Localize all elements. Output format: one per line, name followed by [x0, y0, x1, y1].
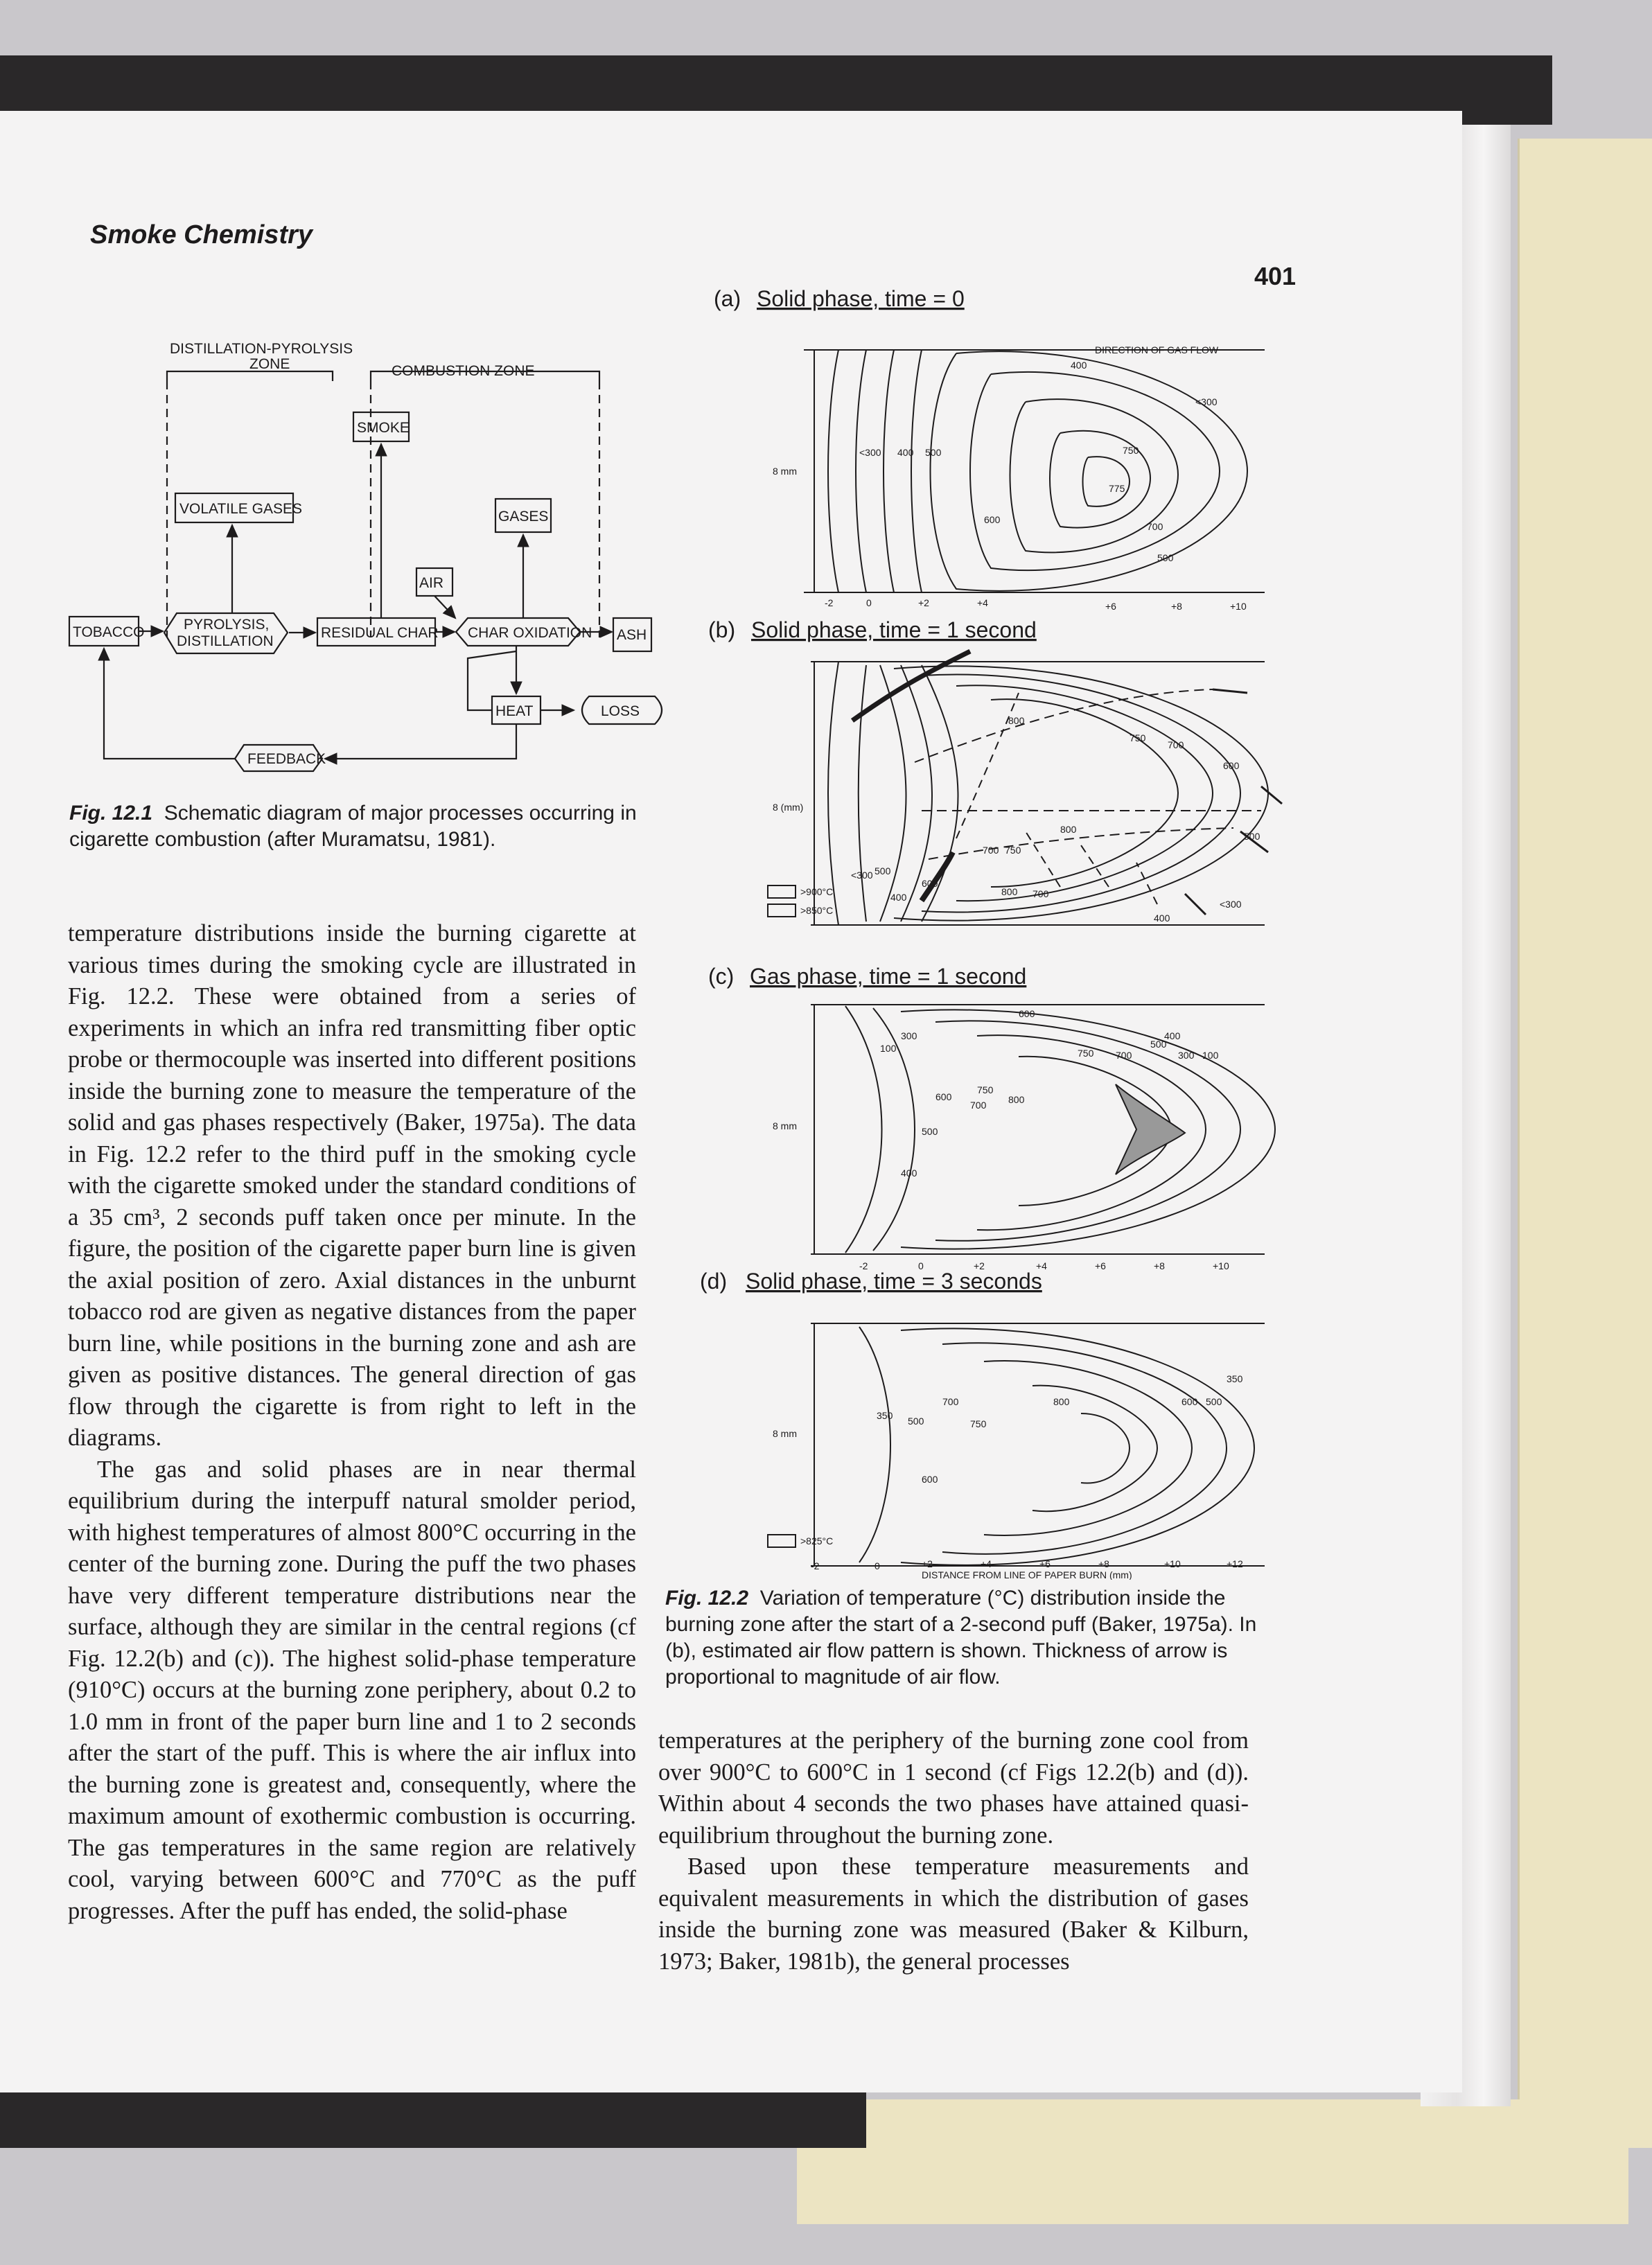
node-ash: ASH [617, 627, 647, 643]
figure-12-2-caption-label: Fig. 12.2 [665, 1587, 749, 1610]
body-text-left-column [68, 918, 636, 1927]
panel-b-contour-11: 600 [922, 878, 938, 889]
figure-12-2-caption [665, 1585, 1261, 1691]
panel-a-tick-3: +2 [918, 597, 929, 608]
panel-d-tick-2: 0 [875, 1560, 880, 1571]
panel-d-contour-9: 600 [922, 1474, 938, 1485]
panel-c-contour-2: 400 [1164, 1030, 1181, 1041]
panel-a-contour-1: <300 [859, 447, 881, 458]
panel-a-contour-4: 400 [1071, 360, 1087, 371]
panel-b-contour-12: 400 [890, 892, 907, 903]
panel-c-contour-11: 750 [977, 1084, 994, 1095]
body-right-paragraph-2: Based upon these temperature measurements and equivalent measurements in which the distribution of gases inside the burning zone was measured (Baker & Kilburn, 1973; Baker, 1981b), the general processes [658, 1853, 1249, 1975]
panel-a-tick-4: +4 [977, 597, 988, 608]
node-gases: GASES [498, 509, 549, 525]
node-pyrolysis-1: PYROLYSIS, [184, 617, 270, 633]
panel-b-contour-15: <300 [1220, 899, 1242, 910]
node-loss: LOSS [601, 703, 640, 719]
panel-a-contour-3: 500 [925, 447, 942, 458]
node-heat: HEAT [495, 703, 534, 719]
panel-b-contour-13: 800 [1001, 886, 1018, 897]
body-text-right-column [658, 1725, 1249, 1977]
node-volatile-gases: VOLATILE GASES [179, 501, 303, 517]
panel-c-contour-14: 500 [922, 1126, 938, 1137]
node-pyrolysis-2: DISTILLATION [177, 633, 274, 649]
panel-a-title: Solid phase, time = 0 [757, 286, 965, 311]
body-left-paragraph-2: The gas and solid phases are in near thermal equilibrium during the interpuff natural smolder period, with highest temperatures of almost 800°C occurring in the center of the burning zone. During the puff the two phases have very different temperature distributions near the surface, although they are similar in the central regions (cf Fig. 12.2(b) and (c)). The highest solid-phase temperature (910°C) occurs at the burning zone periphery, about 0.2 to 1.0 mm in front of the paper burn line and 1 to 2 seconds after the start of the puff. This is where the air influx into the burning zone is greatest and, consequently, where the maximum amount of exothermic combustion is occurring. The gas temperatures in the same region are relatively cool, varying between 600°C and 770°C as the puff progresses. After the puff has ended, the solid-phase [68, 1456, 636, 1924]
panel-d-tick-5: +6 [1039, 1558, 1051, 1569]
panel-a-tick-1: -2 [825, 597, 834, 608]
label-direction-of-gas-flow: DIRECTION OF GAS FLOW [1095, 344, 1219, 355]
figure-12-1-diagram [66, 333, 676, 776]
node-tobacco: TOBACCO [73, 624, 145, 640]
panel-c-contour-5: 500 [1150, 1039, 1167, 1050]
panel-a-tick-2: 0 [866, 597, 872, 608]
panel-c-contour-6: 300 [901, 1030, 917, 1041]
panel-b-contour-9: <300 [851, 870, 873, 881]
panel-d-contour-2: 600 [1181, 1396, 1198, 1407]
panel-b-contour-14: 700 [1032, 888, 1049, 899]
label-combustion-zone: COMBUSTION ZONE [392, 363, 535, 379]
panel-c-contour-12: 700 [970, 1100, 987, 1111]
panel-d-tick-6: +8 [1098, 1558, 1109, 1569]
panel-c-contour-9: 300 [1178, 1050, 1195, 1061]
node-feedback: FEEDBACK [247, 751, 326, 767]
panel-a-tick-5: +6 [1105, 601, 1116, 612]
panel-c-contour-13: 800 [1008, 1094, 1025, 1105]
figure-12-1-caption-label: Fig. 12.1 [69, 802, 153, 825]
panel-a-tick-6: +8 [1171, 601, 1182, 612]
panel-b-legend-1: >900°C [800, 886, 834, 897]
panel-a-contour-6: 750 [1123, 445, 1139, 456]
panel-c-tick-3: +2 [974, 1260, 985, 1271]
label-distillation-zone-1: DISTILLATION-PYROLYSIS [170, 341, 353, 357]
panel-c-tick-2: 0 [918, 1260, 924, 1271]
panel-d-tick-3: +2 [922, 1558, 933, 1569]
panel-d-contour-4: 700 [942, 1396, 959, 1407]
panel-b-contour-10: 500 [875, 865, 891, 876]
panel-c-tick-1: -2 [859, 1260, 868, 1271]
body-left-paragraph-1: temperature distributions inside the burning cigarette at various times during the smoking cycle are illustrated in Fig. 12.2. These were obtained from a series of experiments in which an infra red transmitting fiber optic probe or thermocouple was inserted into different positions inside the burning zone to measure the temperature of the solid and gas phases respectively (Baker, 1975a). The data in Fig. 12.2 refer to the third puff in the smoking cycle with the cigarette smoked under the standard conditions of a 35 cm³, 2 seconds puff taken once per minute. In the figure, the position of the cigarette paper burn line is given the axial position of zero. Axial distances in the unburnt tobacco rod are given as negative distances from the paper burn line, while positions in the burning zone and ash are given as positive distances. The general direction of gas flow through the cigarette is from right to left in the diagrams. [68, 920, 636, 1451]
node-smoke: SMOKE [357, 420, 410, 436]
figure-12-2-caption-text: Variation of temperature (°C) distribution inside the burning zone after the start of a 2-second puff (Baker, 1975a). In (b), estimated air flow pattern is shown. Thickness of arrow is proportional to magnitude of air flow. [665, 1587, 1257, 1689]
panel-c-tick-5: +6 [1095, 1260, 1106, 1271]
panel-c-contour-8: 100 [1202, 1050, 1219, 1061]
panel-b-contour-8: 750 [1005, 845, 1021, 856]
panel-b-contour-6: 800 [1060, 824, 1077, 835]
panel-d-contour-5: 800 [1053, 1396, 1070, 1407]
panel-d-tick-8: +12 [1227, 1558, 1243, 1569]
panel-c-title: Gas phase, time = 1 second [750, 964, 1027, 989]
panel-c-contour-10: 600 [935, 1091, 952, 1102]
panel-a-tick-7: +10 [1230, 601, 1247, 612]
panel-b-letter: (b) [708, 617, 736, 642]
panel-a-contour-10: 500 [1157, 552, 1174, 563]
figure-12-1-caption [69, 800, 665, 853]
panel-a-contour-5: <300 [1195, 396, 1218, 407]
panel-a-ylabel: 8 mm [773, 466, 797, 477]
panel-d-tick-4: +4 [981, 1558, 992, 1569]
panel-b-legend-2: >850°C [800, 905, 834, 916]
panel-c-ylabel: 8 mm [773, 1120, 797, 1131]
panel-d-ylabel: 8 mm [773, 1428, 797, 1439]
panel-d-contour-6: 750 [970, 1418, 987, 1429]
panel-c-contour-3: 750 [1078, 1048, 1094, 1059]
panel-b-contour-7: 700 [983, 845, 999, 856]
panel-b-contour-16: 400 [1154, 913, 1170, 924]
panel-a-contour-8: 700 [1147, 521, 1163, 532]
label-distillation-zone-2: ZONE [249, 356, 290, 372]
panel-d-title: Solid phase, time = 3 seconds [746, 1269, 1042, 1294]
panel-d-contour-7: 350 [877, 1410, 893, 1421]
panel-d-tick-7: +10 [1164, 1558, 1181, 1569]
panel-a-contour-2: 400 [897, 447, 914, 458]
figure-12-2-contours [693, 277, 1289, 1580]
figure-12-1-caption-text: Schematic diagram of major processes occurring in cigarette combustion (after Muramatsu, 1981). [69, 802, 637, 851]
page-number: 401 [1254, 262, 1297, 290]
panel-d-contour-1: 350 [1227, 1373, 1243, 1384]
panel-b-title: Solid phase, time = 1 second [751, 617, 1037, 642]
node-residual-char: RESIDUAL CHAR [321, 625, 439, 641]
body-right-paragraph-1: temperatures at the periphery of the burning zone cool from over 900°C to 600°C in 1 second (cf Figs 12.2(b) and (d)). Within about 4 seconds the two phases have attained quasi-equilibrium throughout the burning zone. [658, 1727, 1249, 1849]
panel-d-contour-8: 500 [908, 1416, 924, 1427]
panel-a-letter: (a) [714, 286, 741, 311]
panel-b-contour-5: 500 [1244, 831, 1260, 842]
panel-d-legend-1: >825°C [800, 1535, 834, 1546]
node-char-oxidation: CHAR OXIDATION [468, 625, 592, 641]
panel-b-contour-1: 800 [1008, 715, 1025, 726]
panel-b-contour-4: 600 [1223, 760, 1240, 771]
panel-c-contour-7: 100 [880, 1043, 897, 1054]
running-head: Smoke Chemistry [90, 220, 313, 249]
panel-d-tick-1: -2 [811, 1560, 820, 1571]
book-cover-bottom [797, 2099, 1628, 2224]
panel-a-contour-9: 600 [984, 514, 1001, 525]
panel-c-letter: (c) [708, 964, 735, 989]
panel-c-tick-7: +10 [1213, 1260, 1229, 1271]
panel-c-tick-6: +8 [1154, 1260, 1165, 1271]
panel-c-contour-4: 700 [1116, 1050, 1132, 1061]
panel-b-contour-2: 750 [1130, 732, 1146, 743]
panel-a-contour-7: 775 [1109, 483, 1125, 494]
panel-c-tick-4: +4 [1036, 1260, 1047, 1271]
panel-c-contour-1: 600 [1019, 1008, 1035, 1019]
panel-d-xlabel: DISTANCE FROM LINE OF PAPER BURN (mm) [922, 1569, 1132, 1580]
panel-d-contour-3: 500 [1206, 1396, 1222, 1407]
node-air: AIR [419, 575, 444, 591]
panel-d-letter: (d) [700, 1269, 728, 1294]
panel-b-contour-3: 700 [1168, 739, 1184, 750]
book-cover-right [1518, 139, 1652, 2148]
panel-c-contour-15: 400 [901, 1167, 917, 1179]
panel-b-ylabel: 8 (mm) [773, 802, 804, 813]
